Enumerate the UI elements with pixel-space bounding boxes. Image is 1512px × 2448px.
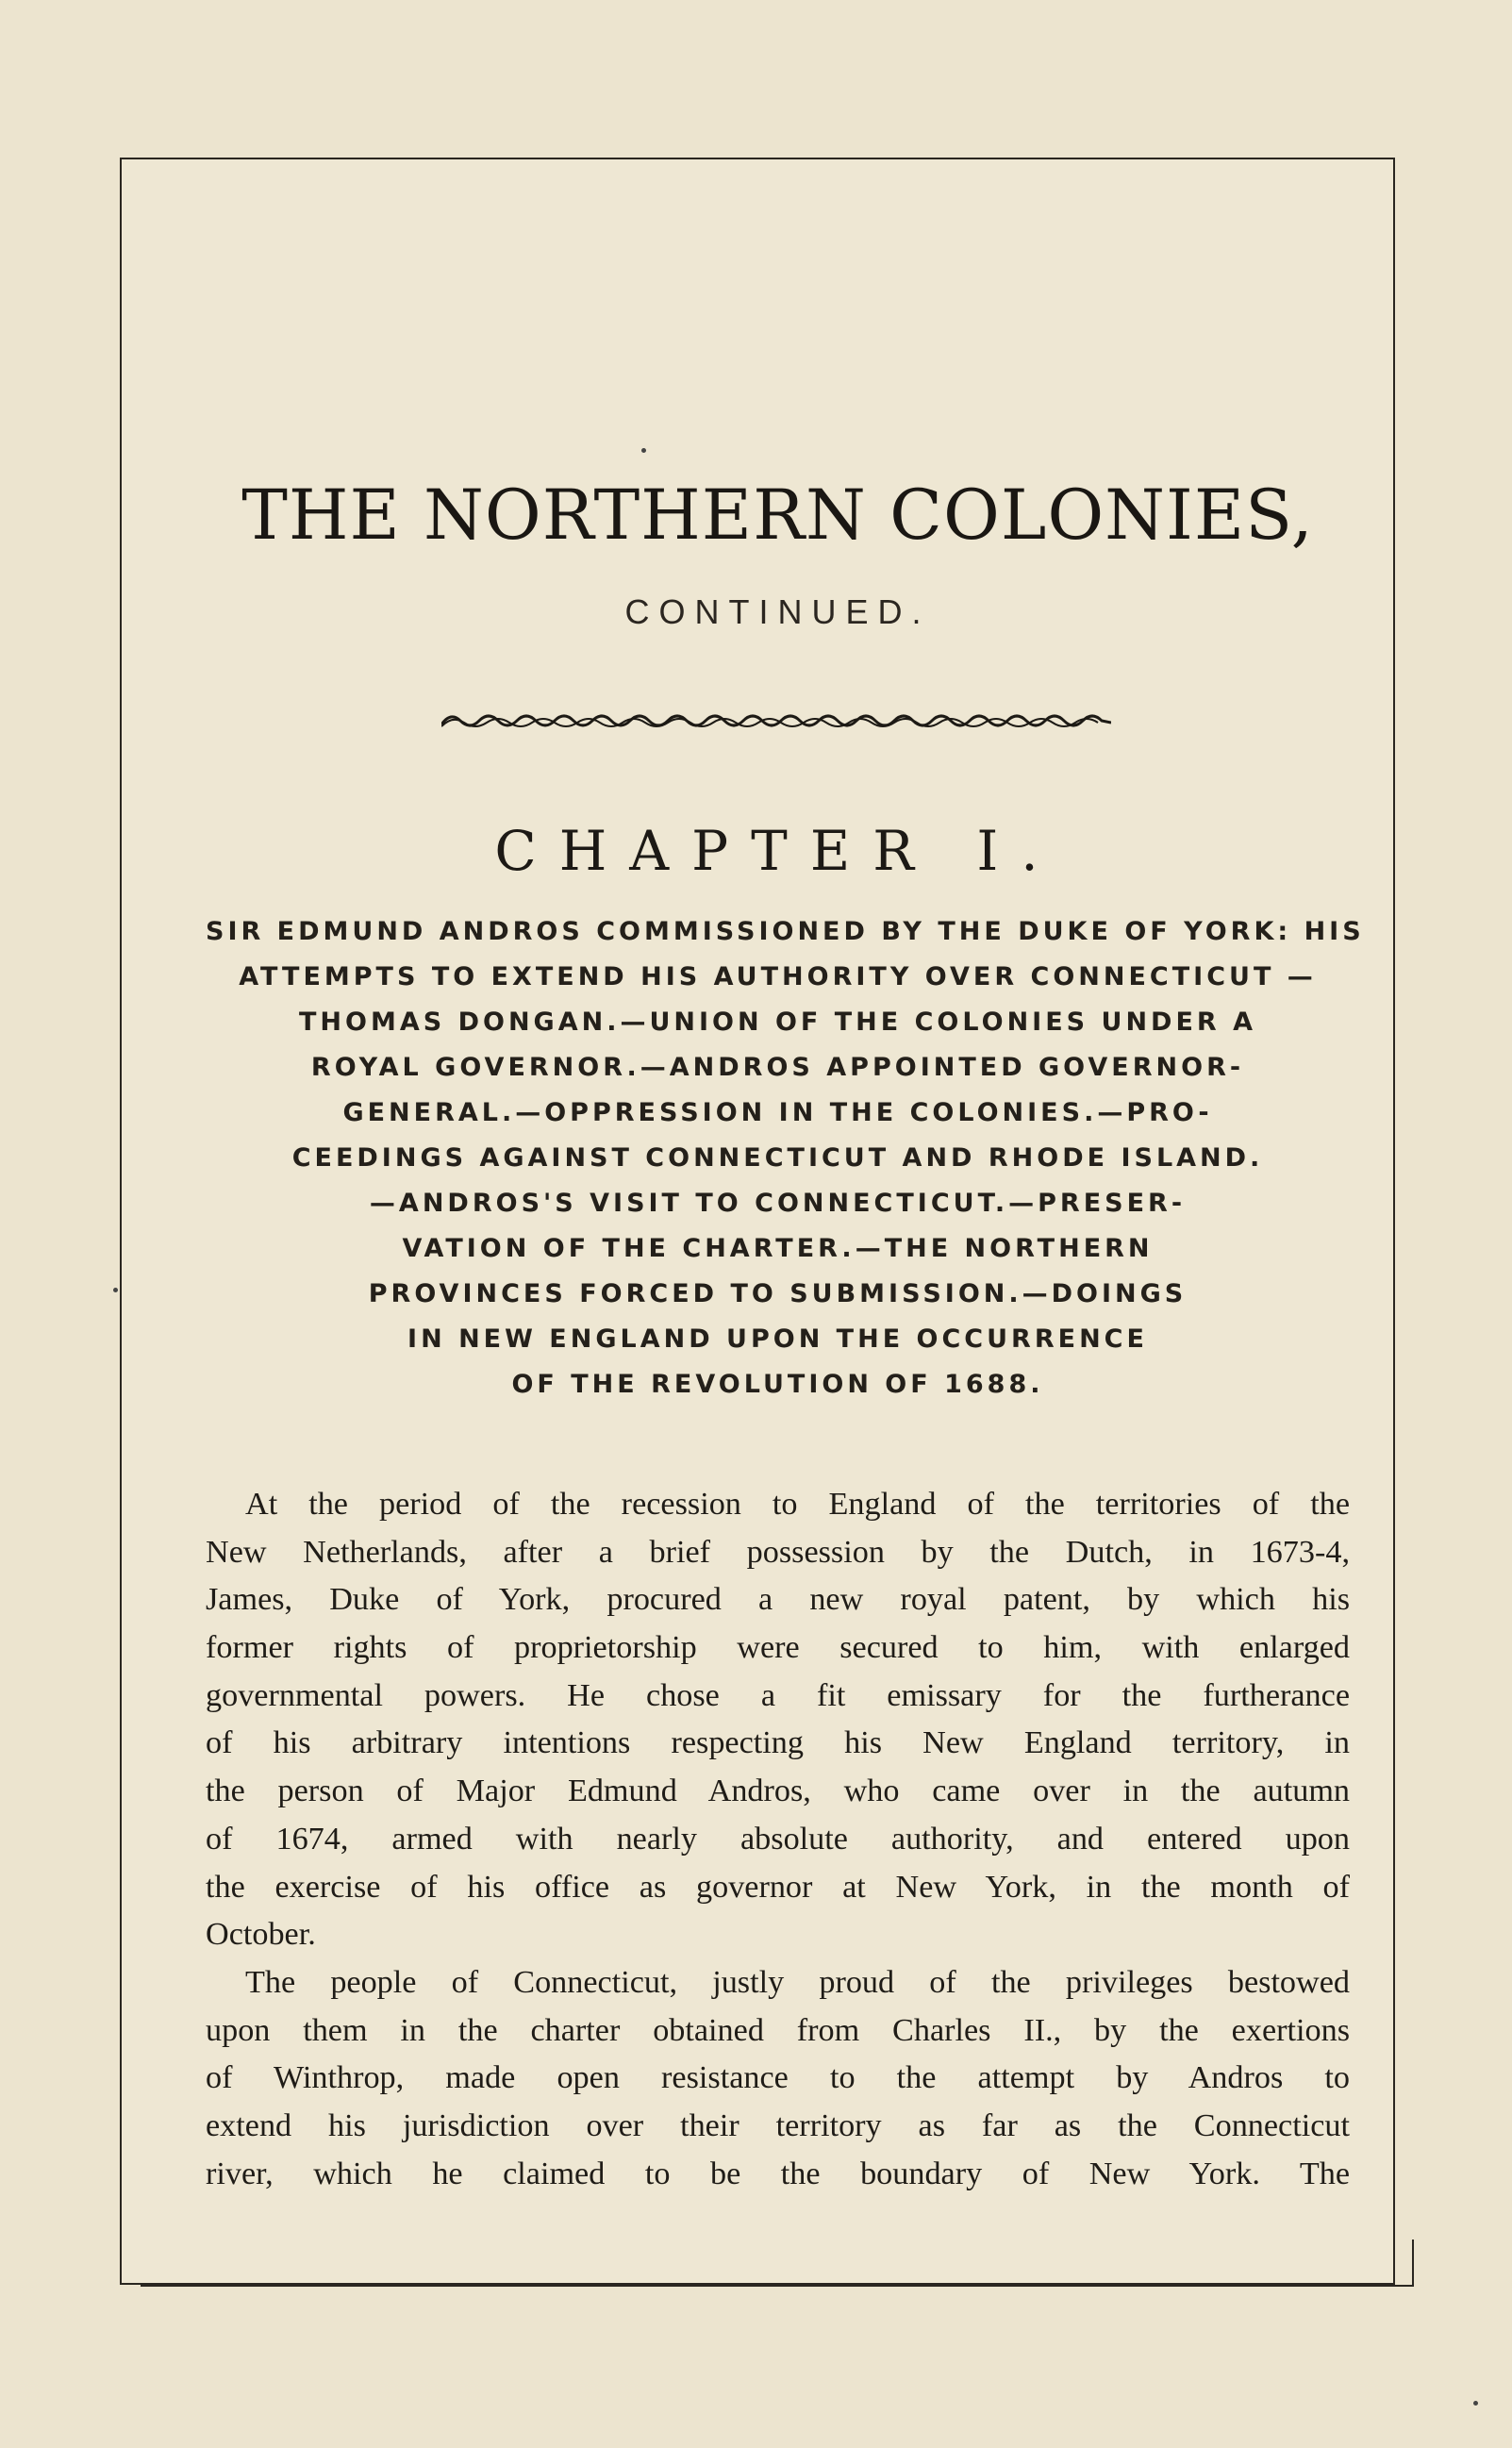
chapter-heading: CHAPTER I.	[494, 819, 1061, 883]
paragraph-line: governmental powers. He chose a fit emissary for the furtherance	[206, 1677, 1350, 1713]
paragraph-line: the exercise of his office as governor at New York, in the month of	[206, 1869, 1350, 1905]
paragraph-line: The people of Connecticut, justly proud of the privileges bestowed	[245, 1964, 1350, 2000]
book-subtitle: CONTINUED.	[624, 592, 931, 631]
summary-line: SIR EDMUND ANDROS COMMISSIONED BY THE DUKE OF YORK: HIS	[206, 917, 1365, 946]
summary-line: PROVINCES FORCED TO SUBMISSION.—DOINGS	[368, 1279, 1188, 1308]
paragraph-line: James, Duke of York, procured a new royal patent, by which his	[206, 1582, 1350, 1618]
summary-line: ATTEMPTS TO EXTEND HIS AUTHORITY OVER CONNECTICUT —	[239, 962, 1317, 991]
ink-speck	[113, 1288, 118, 1292]
summary-line: OF THE REVOLUTION OF 1688.	[511, 1370, 1044, 1399]
chapter-summary	[206, 909, 1365, 1407]
summary-line: GENERAL.—OPPRESSION IN THE COLONIES.—PRO-	[342, 1098, 1213, 1127]
summary-line: —ANDROS'S VISIT TO CONNECTICUT.—PRESER-	[369, 1189, 1187, 1218]
paragraph-line: the person of Major Edmund Andros, who came over in the autumn	[206, 1774, 1350, 1809]
summary-line: CEEDINGS AGAINST CONNECTICUT AND RHODE ISLAND.	[291, 1143, 1264, 1173]
summary-line: THOMAS DONGAN.—UNION OF THE COLONIES UNDER A	[299, 1008, 1256, 1037]
summary-line: ROYAL GOVERNOR.—ANDROS APPOINTED GOVERNOR-	[310, 1053, 1245, 1082]
book-title: THE NORTHERN COLONIES,	[241, 475, 1314, 556]
ink-speck	[641, 448, 646, 453]
body-text	[206, 1481, 1350, 2198]
paragraph-line: October.	[206, 1917, 316, 1953]
paragraph-line: former rights of proprietorship were secured to him, with enlarged	[206, 1630, 1350, 1666]
paragraph-line: of 1674, armed with nearly absolute authority, and entered upon	[206, 1821, 1350, 1857]
ink-speck	[1473, 2401, 1478, 2406]
paragraph-line: New Netherlands, after a brief possession by the Dutch, in 1673-4,	[206, 1534, 1350, 1570]
paragraph-line: At the period of the recession to England of the territories of the	[245, 1487, 1350, 1522]
wavy-rule-ornament	[441, 708, 1111, 734]
paragraph-line: extend his jurisdiction over their territory as far as the Connecticut	[206, 2107, 1350, 2143]
summary-line: VATION OF THE CHARTER.—THE NORTHERN	[402, 1234, 1154, 1263]
paragraph-line: upon them in the charter obtained from Charles II., by the exertions	[206, 2012, 1350, 2048]
paragraph-line: of his arbitrary intentions respecting his New England territory, in	[206, 1725, 1350, 1761]
paragraph-line: of Winthrop, made open resistance to the attempt by Andros to	[206, 2060, 1350, 2096]
summary-line: IN NEW ENGLAND UPON THE OCCURRENCE	[407, 1324, 1148, 1354]
page-border-shadow	[141, 2240, 1414, 2287]
paragraph-line: river, which he claimed to be the boundary of New York. The	[206, 2156, 1350, 2191]
